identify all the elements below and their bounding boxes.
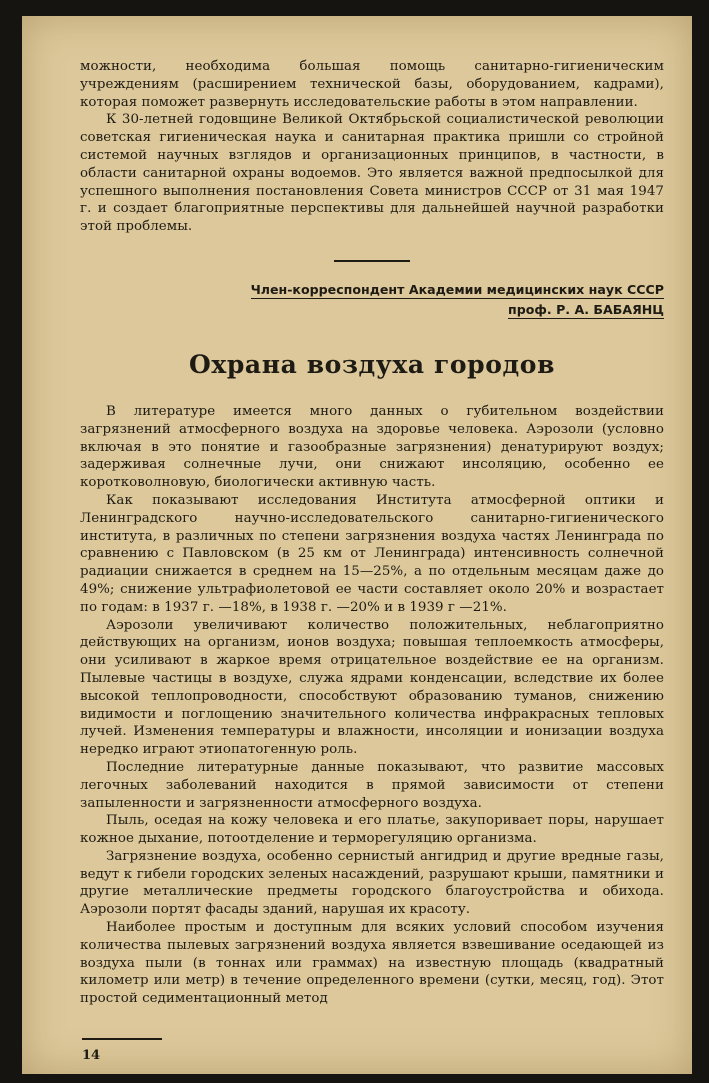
footer-rule — [82, 1038, 162, 1040]
article-title: Охрана воздуха городов — [188, 349, 556, 379]
intro-paragraph-2: К 30-летней годовщине Великой Октябрьской социалистической революции советская гигиеническая наука и санитарная практика пришли со стройной системой научных взглядов и организационных принципов, в частности, в области санитарной охраны водоемов. Это является важной предпосылкой для успешного выполнения постановления Совета министров СССР от 31 мая 1947 г. и создает благоприятные перспективы для дальнейшей научной разработки этой проблемы. — [80, 112, 664, 235]
article-paragraph-4: Последние литературные данные показывают, что развитие массовых легочных заболеваний находится в прямой зависимости от степени запыленности и загрязненности атмосферного воздуха. — [80, 759, 664, 811]
article-paragraph-5: Пыль, оседая на кожу человека и его платье, закупоривает поры, нарушает кожное дыхание, потоотделение и терморегуляцию организма. — [80, 813, 664, 847]
article-paragraph-1: В литературе имеется много данных о губительном воздействии загрязнений атмосферного воздуха на здоровье человека. Аэрозоли (условно включая в это понятие и газообразные загрязнения) денатурируют воздух; задерживая солнечные лучи, они снижают инсоляцию, особенно ее коротковолновую, биологически активную часть. — [80, 403, 664, 491]
article-paragraph-2: Как показывают исследования Института атмосферной оптики и Ленинградского научно-исследовательского санитарно-гигиенического института, в различных по степени загрязнения воздуха частях Ленинграда по сравнению с Павловском (в 25 км от Ленинграда) интенсивность солнечной радиации снижается в среднем на 15—25%, а по отдельным месяцам даже до 49%; снижение ультрафиолетовой ее части составляет около 20% и возрастает по годам: в 1937 г. —18%, в 1938 г. —20% и в 1939 г —21%. — [80, 492, 664, 615]
page-number: 14 — [82, 1048, 101, 1063]
article-paragraph-6: Загрязнение воздуха, особенно сернистый ангидрид и другие вредные газы, ведут к гибели городских зеленых насаждений, разрушают крыши, памятники и другие металлические предметы городского благоустройства и обихода. Аэрозоли портят фасады зданий, нарушая их красоту. — [80, 848, 664, 918]
author-title: Член-корреспондент Академии медицинских наук СССР — [250, 281, 664, 297]
article-paragraph-3: Аэрозоли увеличивают количество положительных, неблагоприятно действующих на организм, ионов воздуха; повышая теплоемкость атмосферы, они усиливают в жаркое время отрицательное воздействие ее на организм. Пылевые частицы в воздухе, служа ядрами конденсации, вследствие их более высокой теплопроводности, способствуют образованию туманов, снижению видимости и поглощению значительного количества инфракрасных тепловых лучей. Изменения температуры и влажности, инсоляции и ионизации воздуха нередко играют этиопатогенную роль. — [80, 617, 664, 758]
article-paragraph-7: Наиболее простым и доступным для всяких условий способом изучения количества пылевых загрязнений воздуха является взвешивание оседающей из воздуха пыли (в тоннах или граммах) на известную площадь (квадратный километр или метр) в течение определенного времени (сутки, месяц, год). Этот простой седиментационный метод — [80, 920, 664, 1007]
text-column — [80, 58, 664, 1008]
author-signature — [80, 280, 664, 320]
intro-paragraph-1: можности, необходима большая помощь санитарно-гигиеническим учреждениям (расширением технической базы, оборудованием, кадрами), которая поможет развернуть исследовательские работы в этом направлении. — [80, 59, 664, 110]
document-page — [22, 16, 692, 1074]
author-name: проф. Р. А. БАБАЯНЦ — [508, 301, 664, 317]
section-divider — [334, 260, 410, 262]
